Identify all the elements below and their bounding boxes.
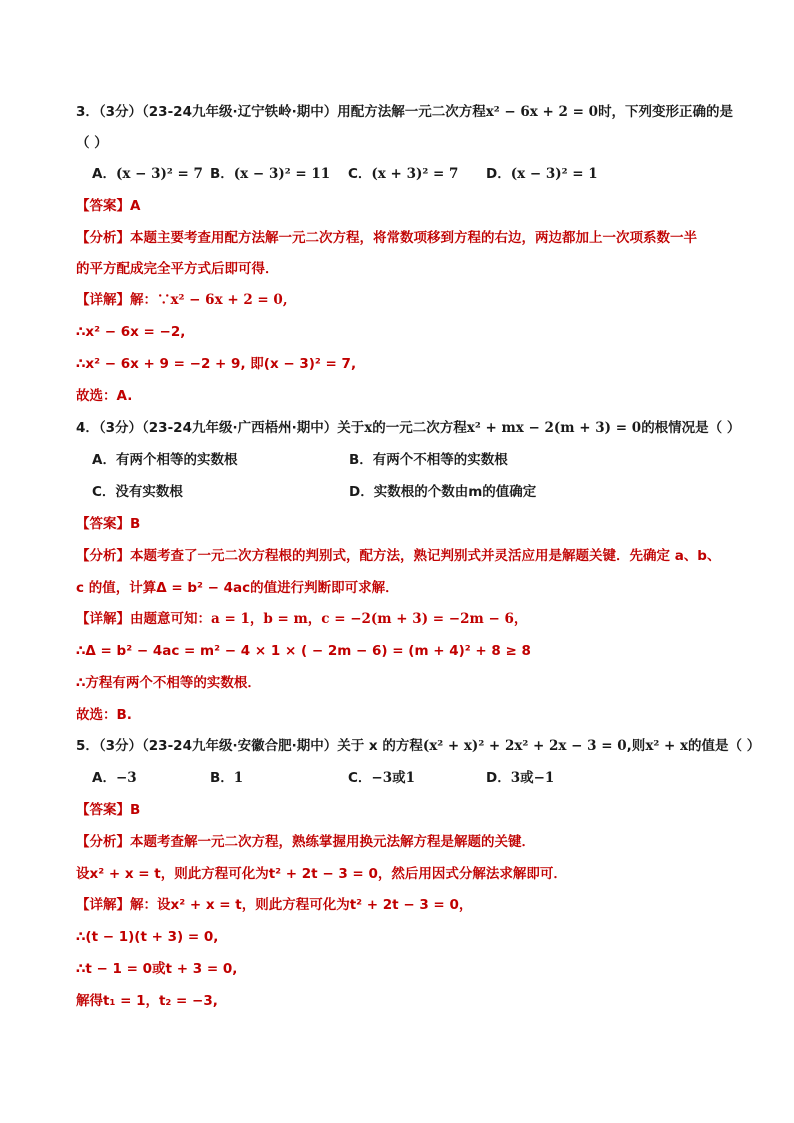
- q3-paren: （ ）: [76, 135, 108, 151]
- detail-text: 解：设x² + x = t，则此方程可化为t² + 2t − 3 = 0，: [130, 897, 473, 913]
- option-text: (x + 3)² = 7: [371, 166, 459, 182]
- answer-value: B: [130, 802, 141, 818]
- q5-option-c: [348, 768, 415, 788]
- answer-value: A: [130, 198, 141, 214]
- q5-detail-1: [76, 895, 472, 915]
- q5-stem: [76, 736, 760, 756]
- option-label: C．: [348, 166, 372, 182]
- option-label: A．: [92, 452, 116, 468]
- q3-option-c: [348, 164, 458, 184]
- q5-analysis-1: [76, 832, 535, 852]
- q5-option-a: [92, 768, 137, 788]
- q3-analysis-1: [76, 228, 697, 248]
- detail-tag: 【详解】: [76, 611, 130, 627]
- q3-equation: x² − 6x + 2 = 0: [485, 104, 599, 120]
- q5-expression: x² + x: [645, 738, 689, 754]
- q3-analysis-2: 的平方配成完全平方式后即可得．: [76, 261, 279, 277]
- analysis-tag: 【分析】: [76, 834, 130, 850]
- q5-analysis-2: 设x² + x = t，则此方程可化为t² + 2t − 3 = 0，然后用因式分解法求解即可．: [76, 866, 567, 882]
- option-label: D．: [486, 770, 511, 786]
- q3-stem-tail: 时，下列变形正确的是: [598, 104, 734, 120]
- answer-tag: 【答案】: [76, 198, 130, 214]
- q4-analysis-1: [76, 546, 720, 566]
- q4-choose: 故选：B.: [76, 707, 132, 723]
- option-text: 实数根的个数由m的值确定: [373, 484, 537, 500]
- detail-text: 由题意可知：a = 1，b = m，c = −2(m + 3) = −2m − 6，: [130, 611, 528, 627]
- option-label: D．: [486, 166, 511, 182]
- q4-variable: x: [364, 420, 373, 436]
- option-label: C．: [92, 484, 116, 500]
- option-label: B．: [349, 452, 373, 468]
- q5-detail-4: 解得t₁ = 1，t₂ = −3,: [76, 993, 218, 1009]
- q5-equation: (x² + x)² + 2x² + 2x − 3 = 0: [422, 738, 627, 754]
- q5-stem-mid: ,则: [626, 738, 646, 754]
- q4-stem-tail: 的根情况是（ ）: [641, 420, 741, 436]
- analysis-tag: 【分析】: [76, 230, 130, 246]
- q4-analysis-2: c 的值，计算Δ = b² − 4ac的值进行判断即可求解．: [76, 580, 399, 596]
- detail-text: 解：∵x² − 6x + 2 = 0,: [130, 292, 288, 308]
- detail-tag: 【详解】: [76, 292, 130, 308]
- q3-option-d: [486, 164, 598, 184]
- detail-tag: 【详解】: [76, 897, 130, 913]
- q4-detail-3: ∴方程有两个不相等的实数根．: [76, 675, 261, 691]
- q4-option-c: [92, 482, 183, 502]
- q5-detail-3: ∴t − 1 = 0或t + 3 = 0,: [76, 961, 238, 977]
- q5-stem-tail: 的值是（ ）: [688, 738, 761, 754]
- analysis-tag: 【分析】: [76, 548, 130, 564]
- option-text: 有两个相等的实数根: [115, 452, 238, 468]
- q4-stem-text: 4．（3分）（23-24九年级·广西梧州·期中）关于: [76, 420, 365, 436]
- q3-option-a: [92, 164, 203, 184]
- option-label: C．: [348, 770, 372, 786]
- option-text: −3: [115, 770, 137, 786]
- q4-option-b: [349, 450, 508, 470]
- option-text: (x − 3)² = 1: [510, 166, 598, 182]
- q3-detail-3: ∴x² − 6x + 9 = −2 + 9, 即(x − 3)² = 7,: [76, 356, 357, 372]
- q3-detail-2: ∴x² − 6x = −2,: [76, 324, 186, 340]
- q4-detail-2: ∴Δ = b² − 4ac = m² − 4 × 1 × ( − 2m − 6) = (m + 4)² + 8 ≥ 8: [76, 643, 531, 659]
- q3-stem-text: 3．（3分）（23-24九年级·辽宁铁岭·期中）用配方法解一元二次方程: [76, 104, 486, 120]
- analysis-text: 本题考查了一元二次方程根的判别式，配方法，熟记判别式并灵活应用是解题关键．先确定 a、b、: [130, 548, 721, 564]
- q3-stem: [76, 102, 733, 122]
- option-label: B．: [210, 770, 234, 786]
- q3-answer: [76, 196, 140, 216]
- q4-stem-mid: 的一元二次方程: [372, 420, 467, 436]
- answer-tag: 【答案】: [76, 516, 130, 532]
- q3-detail-1: [76, 290, 288, 310]
- option-label: A．: [92, 770, 116, 786]
- option-text: 1: [233, 770, 244, 786]
- q4-detail-1: [76, 609, 527, 629]
- option-label: B．: [210, 166, 234, 182]
- option-text: −3或1: [371, 770, 416, 786]
- analysis-text: 本题考查解一元二次方程，熟练掌握用换元法解方程是解题的关键．: [130, 834, 535, 850]
- q5-stem-text: 5．（3分）（23-24九年级·安徽合肥·期中）关于 x 的方程: [76, 738, 423, 754]
- option-text: (x − 3)² = 7: [115, 166, 203, 182]
- option-label: D．: [349, 484, 374, 500]
- q4-answer: [76, 514, 140, 534]
- analysis-text: 本题主要考查用配方法解一元二次方程，将常数项移到方程的右边，两边都加上一次项系数一半: [130, 230, 697, 246]
- answer-tag: 【答案】: [76, 802, 130, 818]
- q5-answer: [76, 800, 140, 820]
- q3-option-b: [210, 164, 330, 184]
- q4-stem: [76, 418, 740, 438]
- q5-option-b: [210, 768, 243, 788]
- q5-detail-2: ∴(t − 1)(t + 3) = 0,: [76, 929, 219, 945]
- option-text: 有两个不相等的实数根: [372, 452, 508, 468]
- q4-equation: x² + mx − 2(m + 3) = 0: [466, 420, 642, 436]
- q4-option-a: [92, 450, 237, 470]
- q4-option-d: [349, 482, 536, 502]
- q5-option-d: [486, 768, 554, 788]
- answer-value: B: [130, 516, 141, 532]
- option-text: (x − 3)² = 11: [233, 166, 331, 182]
- option-label: A．: [92, 166, 116, 182]
- option-text: 没有实数根: [115, 484, 183, 500]
- option-text: 3或−1: [510, 770, 555, 786]
- q3-choose: 故选：A.: [76, 388, 133, 404]
